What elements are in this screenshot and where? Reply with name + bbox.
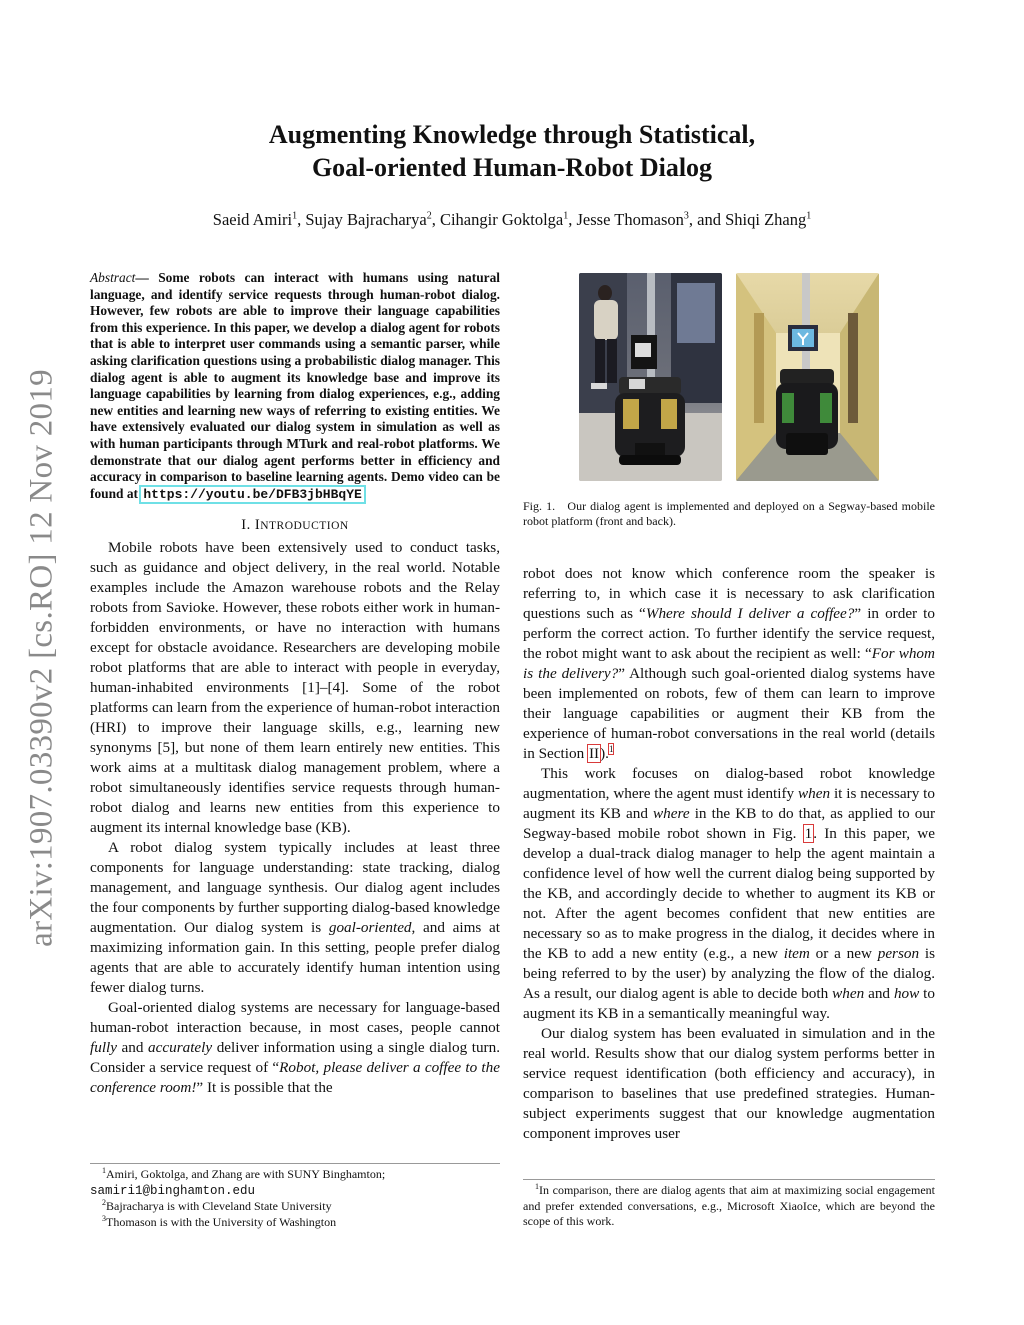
text-run: robot does not know which conference room the speaker is referring to, in which case it is necessary to ask clarification questions such as “: [523, 565, 935, 622]
right-footnotes: [523, 1179, 935, 1230]
left-column: [90, 270, 500, 1098]
text-run: or a new: [809, 945, 878, 962]
text-run: deliver information using a single dialog turn. Consider a service request of “: [90, 1039, 500, 1077]
italic-text: Robot, please deliver a coffee to the conference room!: [90, 1059, 500, 1097]
italic-text: item: [783, 945, 810, 962]
paragraph: [90, 838, 500, 998]
text-run: is being referred to by the user) by analyzing the flow of the dialog. As a result, our dialog agent is able to decide both: [523, 945, 935, 1002]
title-line-1: Augmenting Knowledge through Statistical,: [268, 120, 756, 149]
footnote-text: Bajracharya is with Cleveland State University: [106, 1199, 332, 1213]
author-separator: ,: [568, 210, 577, 229]
author-separator: ,: [297, 210, 306, 229]
abstract: [90, 270, 500, 503]
section-title-initial: I: [254, 517, 261, 534]
author-separator: ,: [431, 210, 440, 229]
italic-text: where: [653, 805, 690, 822]
figure-reference-link[interactable]: 1: [804, 825, 813, 842]
abstract-dash: —: [135, 270, 149, 285]
footnote-text: In comparison, there are dialog agents that aim at maximizing social engagement and prefer extended conversations, e.g., Microsoft XiaoIce, which are beyond the scope of this work.: [523, 1183, 935, 1228]
italic-text: goal-oriented: [328, 919, 412, 937]
left-footnotes: [90, 1163, 500, 1230]
author: Saeid Amiri: [212, 210, 293, 229]
footnote: [90, 1199, 500, 1215]
footnote-reference-link[interactable]: 1: [608, 743, 614, 754]
text-run: . In this paper, we develop a dual-track dialog manager to help the agent maintain a confidence level of how well the current dialog being supported by the KB, and accordingly decide to whether to augment its KB or not. After the agent becomes confident that new entities are necessary so as to make progress in the dialog, it decides where in the KB to add a new entity (e.g., a new: [523, 825, 935, 962]
footnote-text: Amiri, Goktolga, and Zhang are with SUNY Binghamton;: [106, 1167, 386, 1181]
footnote-mark: 1: [535, 1182, 539, 1191]
robot-photo-back: [736, 273, 879, 481]
footnote: [90, 1167, 500, 1183]
footnote-mark: 3: [102, 1213, 106, 1223]
text-run: This work focuses on dialog-based robot knowledge augmentation, where the agent must identify: [523, 765, 935, 802]
right-column-text: [523, 564, 935, 1144]
text-run: it is necessary to augment its KB and: [523, 785, 935, 822]
italic-text: when: [798, 785, 831, 802]
arxiv-identifier: arXiv:1907.03390v2 [cs.RO] 12 Nov 2019: [23, 369, 60, 947]
footnote-text: Thomason is with the University of Washington: [106, 1214, 337, 1229]
text-run: and: [117, 1039, 149, 1057]
italic-text: accurately: [148, 1039, 213, 1057]
paragraph: [90, 998, 500, 1098]
author-email: samiri1@binghamton.edu: [90, 1183, 256, 1198]
text-run: , and aims at maximizing information gain. In this setting, people prefer dialog agents that are able to accurately identify human intention using fewer dialog turns.: [90, 919, 500, 997]
text-run: ” Although such goal-oriented dialog systems have been implemented on robots, few of them can learn to improve their language capabilities or augment their KB from the experience of human-robot conversations in the real world (details in Section: [523, 665, 935, 762]
robot-front-illustration: [579, 273, 722, 481]
footnote: [523, 1183, 935, 1230]
author-list: [100, 210, 924, 230]
italic-text: Where should I deliver a coffee?: [645, 605, 855, 622]
figure-1: [523, 268, 935, 529]
text-run: to augment its KB in a semantically meaningful way.: [523, 985, 935, 1022]
author: Shiqi Zhang: [725, 210, 807, 229]
footnote-email: [90, 1183, 500, 1200]
figure-photos: [523, 273, 935, 481]
section-reference-link[interactable]: II: [588, 745, 600, 762]
section-heading-introduction: [90, 517, 500, 534]
text-run: in the KB to do that, as applied to our Segway-based mobile robot shown in Fig.: [523, 805, 935, 842]
italic-text: how: [893, 985, 920, 1002]
figure-caption: [523, 499, 935, 529]
figure-label: Fig. 1.: [523, 499, 556, 513]
italic-text: fully: [90, 1039, 117, 1057]
section-number: I.: [241, 517, 255, 534]
paper-title: [150, 118, 874, 184]
paragraph: [523, 564, 935, 764]
footnote-mark: 2: [102, 1198, 106, 1207]
italic-text: For whom is the delivery?: [523, 645, 935, 682]
paragraph: [523, 764, 935, 1024]
author: Jesse Thomason: [576, 210, 684, 229]
figure-caption-text: Our dialog agent is implemented and deployed on a Segway-based mobile robot platform (front and back).: [523, 499, 935, 528]
paragraph: Mobile robots have been extensively used to conduct tasks, such as guidance and object delivery, in the real world. Notable examples include the Amazon warehouse robots and the Relay robots from Savioke. However, these robots either work in human-forbidden environments, or have no interaction with humans except for obstacle avoidance. Researchers are developing mobile robot platforms that are able to interact with people in everyday, human-inhabited environments [1]–[4]. Some of the robot platforms can learn from the experience of human-robot interaction (HRI) to improve their language skills, e.g., learning new synonyms [5], but none of them learn entirely new entities. This work aims at a multitask dialog management problem, where a robot simultaneously identifies service requests through human-robot dialog and learns new entities from this experience to augment its internal knowledge base (KB).: [90, 539, 500, 837]
author-affiliation: 1: [563, 210, 569, 222]
robot-back-illustration: [736, 273, 879, 481]
abstract-label: Abstract: [90, 270, 136, 285]
text-run: and: [864, 985, 894, 1002]
text-run: Goal-oriented dialog systems are necessary for language-based human-robot interaction because, in most cases, people cannot: [90, 999, 500, 1037]
demo-video-link[interactable]: https://youtu.be/DFB3jbHBqYE: [143, 486, 362, 502]
footnote-mark: 1: [102, 1166, 106, 1175]
text-run: A robot dialog system typically includes at least three components for language understanding: state tracking, dialog management, and language synthesis. Our dialog agent includes the four components by further supporting dialog-based knowledge augmentation. Our dialog system is: [90, 839, 500, 937]
text-run: ” in order to perform the correct action. To further identify the service request, the robot might want to ask about the recipient as well: “: [523, 605, 935, 662]
abstract-text: Some robots can interact with humans using natural language, and identify service requests through human-robot dialog. However, few robots are able to improve their language capabilities from this experience. In this paper, we develop a dialog agent for robots that is able to interpret user commands using a semantic parser, while asking clarification questions using a probabilistic dialog manager. This dialog agent is able to augment its knowledge base and improve its language capabilities by learning from dialog experiences, e.g., adding new entities and learning new ways of referring to existing entities. We have extensively evaluated our dialog system in simulation as well as with human participants through MTurk and real-robot platforms. We demonstrate that our dialog agent performs better in efficiency and accuracy in comparison to baseline learning agents. Demo video can be found at: [90, 270, 500, 501]
author-affiliation: 2: [426, 210, 432, 222]
author: Cihangir Goktolga: [439, 210, 564, 229]
author-affiliation: 3: [683, 210, 689, 222]
section-title-rest: NTRODUCTION: [260, 520, 349, 533]
text-run: ).: [600, 745, 609, 762]
robot-photo-front: [579, 273, 722, 481]
paragraph: Our dialog system has been evaluated in simulation and in the real world. Results show that our dialog system performs better in service request identification (both efficiency and accuracy), in comparison to baselines that use predefined strategies. Human-subject experiments suggest that our knowledge augmentation component improves user: [523, 1025, 935, 1142]
author-affiliation: 1: [806, 210, 812, 222]
footnote: [90, 1215, 500, 1231]
author-affiliation: 1: [292, 210, 298, 222]
author-separator: , and: [688, 210, 726, 229]
author: Sujay Bajracharya: [305, 210, 427, 229]
italic-text: when: [832, 985, 865, 1002]
text-run: ” It is possible that the: [196, 1079, 333, 1097]
title-line-2: Goal-oriented Human-Robot Dialog: [311, 153, 713, 182]
italic-text: person: [877, 945, 920, 962]
